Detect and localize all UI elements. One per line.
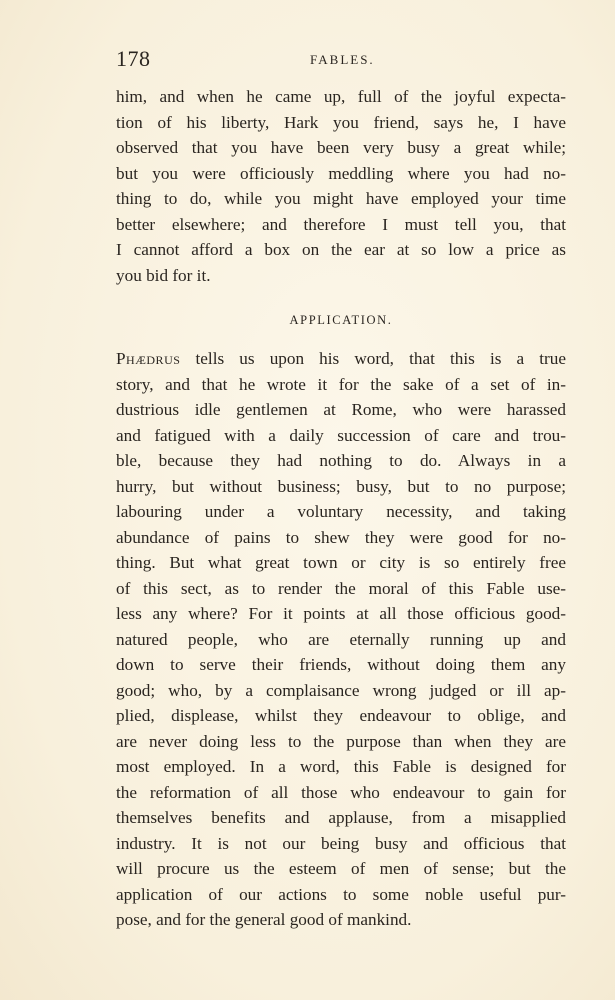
- fable-text: [116, 84, 566, 288]
- text-line: abundance of pains to shew they were good for no-: [116, 527, 566, 547]
- text-line: of this sect, as to render the moral of this Fable use-: [116, 578, 566, 598]
- section-heading: APPLICATION.: [289, 313, 393, 327]
- text-line: plied, displease, whilst they endeavour to oblige, and: [116, 706, 566, 725]
- text-line: most employed. In a word, this Fable is designed for: [116, 757, 566, 776]
- text-line: I cannot afford a box on the ear at so low a price as: [116, 240, 566, 259]
- text-line: tion of his liberty, Hark you friend, says he, I have: [116, 112, 566, 132]
- text-line: thing to do, while you might have employed your time: [116, 189, 566, 208]
- text-line: dustrious idle gentlemen at Rome, who were harassed: [116, 400, 566, 419]
- text-line: labouring under a voluntary necessity, and taking: [116, 502, 566, 521]
- text-line: down to serve their friends, without doing them any: [116, 655, 566, 674]
- application-text: [116, 346, 566, 933]
- text-line: him, and when he came up, full of the joyful expecta-: [116, 87, 566, 106]
- text-line: good; who, by a complaisance wrong judged or ill ap-: [116, 680, 566, 700]
- text-line: application of our actions to some noble useful pur-: [116, 884, 566, 904]
- text-line: are never doing less to the purpose than when they are: [116, 731, 566, 751]
- text-line: will procure us the esteem of men of sense; but the: [116, 859, 566, 878]
- text-line: natured people, who are eternally running up and: [116, 629, 566, 649]
- text-line: ble, because they had nothing to do. Always in a: [116, 451, 566, 470]
- text-line: observed that you have been very busy a great while;: [116, 138, 566, 157]
- running-head: FABLES.: [310, 52, 375, 67]
- text-line: pose, and for the general good of mankind.: [116, 910, 412, 929]
- page-header: [116, 46, 568, 76]
- drop-word: Phædrus: [116, 349, 181, 368]
- text-line: story, and that he wrote it for the sake of a set of in-: [116, 374, 566, 394]
- text-line: hurry, but without business; busy, but to no purpose;: [116, 476, 566, 496]
- text-line: less any where? For it points at all those officious good-: [116, 604, 566, 623]
- text-line: better elsewhere; and therefore I must tell you, that: [116, 214, 566, 234]
- text-line: themselves benefits and applause, from a misapplied: [116, 808, 566, 827]
- text-line: and fatigued with a daily succession of care and trou-: [116, 425, 566, 445]
- page-number: 178: [116, 46, 151, 71]
- text-line-first: [116, 346, 566, 372]
- first-line-rest: tells us upon his word, that this is a true: [180, 349, 566, 368]
- text-line: but you were officiously meddling where you had no-: [116, 163, 566, 183]
- text-line: industry. It is not our being busy and officious that: [116, 833, 566, 853]
- text-line: you bid for it.: [116, 265, 211, 285]
- text-line: the reformation of all those who endeavour to gain for: [116, 782, 566, 802]
- text-line: thing. But what great town or city is so entirely free: [116, 553, 566, 572]
